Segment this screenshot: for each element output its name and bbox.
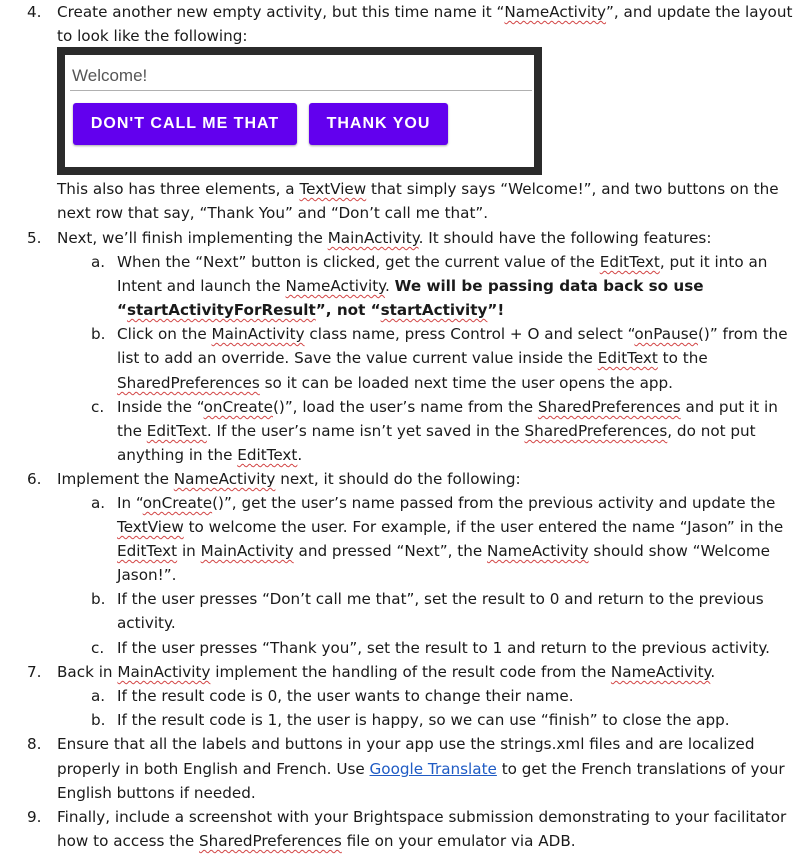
step-6a-line-3: EditText in MainActivity and pressed “Next”, the NameActivity should show “Welcome bbox=[117, 542, 770, 560]
google-translate-link[interactable]: Google Translate bbox=[369, 760, 497, 778]
step-4-desc-2: next row that say, “Thank You” and “Don’t call me that”. bbox=[57, 204, 489, 222]
dont-call-me-that-button: DON'T CALL ME THAT bbox=[73, 103, 297, 145]
step-5a-line-2: Intent and launch the NameActivity. We will be passing data back so use bbox=[117, 277, 704, 295]
step-8-line-2: properly in both English and French. Use Google Translate to get the French translations of your bbox=[57, 760, 785, 778]
step-6a-line-1: In “onCreate()”, get the user’s name passed from the previous activity and update the bbox=[117, 494, 776, 512]
step-6a-line-4: Jason!”. bbox=[117, 566, 177, 584]
step-9-line-2: how to access the SharedPreferences file on your emulator via ADB. bbox=[57, 832, 576, 850]
step-7-line-1: Back in MainActivity implement the handling of the result code from the NameActivity. bbox=[57, 663, 716, 681]
step-6b-line-1: If the user presses “Don’t call me that”, set the result to 0 and return to the previous bbox=[117, 590, 764, 608]
step-6a-line-2: TextView to welcome the user. For example, if the user entered the name “Jason” in the bbox=[117, 518, 784, 536]
list-number-7: 7. bbox=[27, 663, 42, 681]
list-letter-5c: c. bbox=[91, 398, 105, 416]
list-number-4: 4. bbox=[27, 3, 42, 21]
textview-underline bbox=[70, 90, 532, 91]
list-number-5: 5. bbox=[27, 229, 42, 247]
step-7b-line-1: If the result code is 1, the user is happy, so we can use “finish” to close the app. bbox=[117, 711, 730, 729]
step-4-line-2: to look like the following: bbox=[57, 27, 248, 45]
list-letter-5b: b. bbox=[91, 325, 106, 343]
step-5a-line-3: “startActivityForResult”, not “startActivity”! bbox=[117, 301, 505, 319]
step-5c-line-1: Inside the “onCreate()”, load the user’s name from the SharedPreferences and put it in bbox=[117, 398, 778, 416]
step-5c-line-3: anything in the EditText. bbox=[117, 446, 303, 464]
layout-preview-screenshot bbox=[57, 47, 542, 175]
list-letter-5a: a. bbox=[91, 253, 106, 271]
step-5-line-1: Next, we’ll finish implementing the MainActivity. It should have the following features: bbox=[57, 229, 712, 247]
list-number-8: 8. bbox=[27, 735, 42, 753]
step-8-line-1: Ensure that all the labels and buttons in your app use the strings.xml files and are localized bbox=[57, 735, 755, 753]
step-5b-line-2: list to add an override. Save the value current value inside the EditText to the bbox=[117, 349, 708, 367]
step-5b-line-3: SharedPreferences so it can be loaded next time the user opens the app. bbox=[117, 374, 673, 392]
list-letter-6b: b. bbox=[91, 590, 106, 608]
step-8-line-3: English buttons if needed. bbox=[57, 784, 256, 802]
step-4-desc-1: This also has three elements, a TextView that simply says “Welcome!”, and two buttons on the bbox=[57, 180, 779, 198]
list-letter-6a: a. bbox=[91, 494, 106, 512]
step-5c-line-2: the EditText. If the user’s name isn’t yet saved in the SharedPreferences, do not put bbox=[117, 422, 756, 440]
step-9-line-1: Finally, include a screenshot with your Brightspace submission demonstrating to your facilitator bbox=[57, 808, 787, 826]
step-6b-line-2: activity. bbox=[117, 614, 176, 632]
thank-you-button: THANK YOU bbox=[309, 103, 448, 145]
list-letter-7a: a. bbox=[91, 687, 106, 705]
step-6c-line-1: If the user presses “Thank you”, set the result to 1 and return to the previous activity. bbox=[117, 639, 770, 657]
list-letter-7b: b. bbox=[91, 711, 106, 729]
step-5a-line-1: When the “Next” button is clicked, get the current value of the EditText, put it into an bbox=[117, 253, 768, 271]
welcome-textview: Welcome! bbox=[72, 66, 148, 85]
list-letter-6c: c. bbox=[91, 639, 105, 657]
step-7a-line-1: If the result code is 0, the user wants to change their name. bbox=[117, 687, 574, 705]
step-6-line-1: Implement the NameActivity next, it should do the following: bbox=[57, 470, 521, 488]
step-5b-line-1: Click on the MainActivity class name, press Control + O and select “onPause()” from the bbox=[117, 325, 788, 343]
list-number-6: 6. bbox=[27, 470, 42, 488]
list-number-9: 9. bbox=[27, 808, 42, 826]
step-4-line-1: Create another new empty activity, but this time name it “NameActivity”, and update the layout bbox=[57, 3, 793, 21]
